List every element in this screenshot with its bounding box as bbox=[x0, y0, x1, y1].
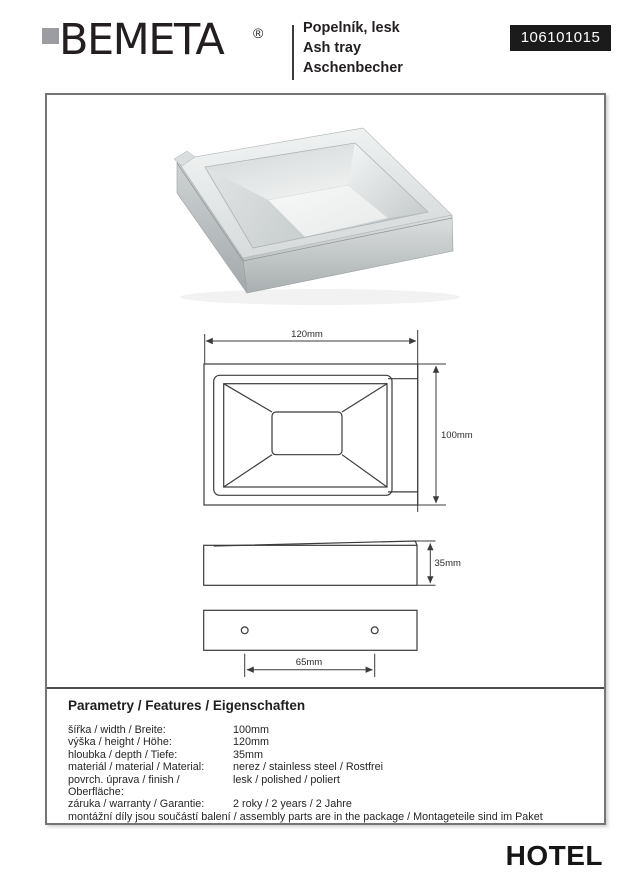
product-name-english: Ash tray bbox=[303, 39, 362, 56]
parameter-label: výška / height / Höhe: bbox=[68, 736, 172, 749]
mounting-hole-left bbox=[241, 627, 248, 634]
brand-logo: BEMETA bbox=[59, 15, 224, 65]
dimension-hole-distance-label: 65mm bbox=[295, 657, 323, 668]
parameters-heading: Parametry / Features / Eigenschaften bbox=[68, 698, 306, 713]
parameter-label: záruka / warranty / Garantie: bbox=[68, 798, 205, 811]
assembly-note: montážní díly jsou součástí balení / assembly parts are in the package / Montageteile sind im Paket bbox=[68, 810, 543, 823]
product-names bbox=[303, 19, 403, 78]
parameter-row bbox=[68, 761, 590, 773]
product-name-czech: Popelník, lesk bbox=[303, 20, 400, 36]
collection-name: HOTEL bbox=[505, 840, 603, 871]
dimension-depth-label: 35mm bbox=[434, 558, 461, 569]
product-name-german: Aschenbecher bbox=[303, 59, 403, 76]
technical-drawings bbox=[197, 327, 532, 687]
registered-trademark-icon: ® bbox=[253, 25, 264, 41]
parameter-row bbox=[68, 749, 590, 761]
mounting-hole-right bbox=[371, 627, 378, 634]
parameter-label: povrch. úprava / finish / Oberfläche: bbox=[68, 773, 180, 799]
parameter-row bbox=[68, 774, 590, 799]
side-view-drawing bbox=[204, 541, 436, 585]
product-photo bbox=[150, 115, 482, 307]
header-divider bbox=[292, 25, 294, 80]
parameter-value: 120mm bbox=[233, 736, 270, 749]
top-view-drawing bbox=[204, 330, 446, 512]
product-code-badge: 106101015 bbox=[510, 25, 611, 51]
content-box bbox=[45, 93, 606, 825]
section-divider bbox=[47, 687, 604, 689]
parameter-label: hloubka / depth / Tiefe: bbox=[68, 748, 178, 761]
parameter-value: lesk / polished / poliert bbox=[233, 773, 340, 786]
dimension-width-label: 120mm bbox=[291, 329, 323, 340]
parameter-value: nerez / stainless steel / Rostfrei bbox=[233, 761, 384, 774]
parameter-row bbox=[68, 736, 590, 748]
parameter-label: materiál / material / Material: bbox=[68, 761, 205, 774]
brand-square-icon bbox=[42, 28, 59, 44]
parameter-value: 2 roky / 2 years / 2 Jahre bbox=[233, 798, 352, 811]
dimension-height-label: 100mm bbox=[441, 430, 473, 441]
parameter-value: 35mm bbox=[233, 748, 263, 761]
parameters-section bbox=[68, 698, 590, 823]
parameter-value: 100mm bbox=[233, 724, 270, 736]
parameter-label: šířka / width / Breite: bbox=[68, 724, 166, 736]
parameter-row bbox=[68, 724, 590, 736]
parameter-row bbox=[68, 798, 590, 810]
